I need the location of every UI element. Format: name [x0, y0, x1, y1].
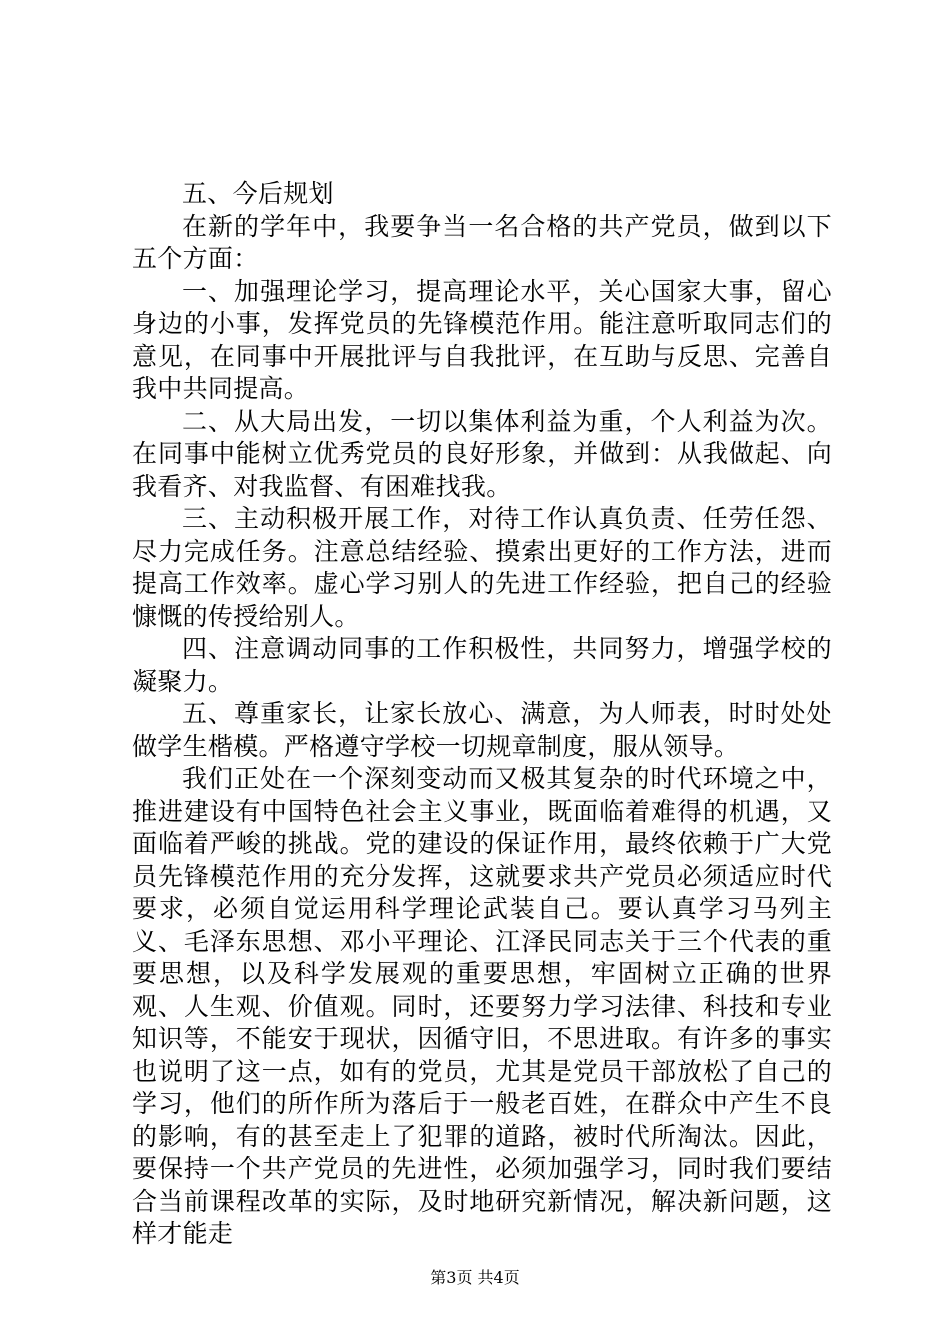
- paragraph-body: 我们正处在一个深刻变动而又极其复杂的时代环境之中，推进建设有中国特色社会主义事业，既面临着难得的机遇，又面临着严峻的挑战。党的建设的保证作用，最终依赖于广大党员先锋模范作用的充分发挥，这就要求共产党员必须适应时代要求，必须自觉运用科学理论武装自己。要认真学习马列主义、毛泽东思想、邓小平理论、江泽民同志关于三个代表的重要思想，以及科学发展观的重要思想，牢固树立正确的世界观、人生观、价值观。同时，还要努力学习法律、科技和专业知识等，不能安于现状，因循守旧，不思进取。有许多的事实也说明了这一点，如有的党员，尤其是党员干部放松了自己的学习，他们的所作所为落后于一般老百姓，在群众中产生不良的影响，有的甚至走上了犯罪的道路，被时代所淘汰。因此，要保持一个共产党员的先进性，必须加强学习，同时我们要结合当前课程改革的实际，及时地研究新情况，解决新问题，这样才能走: [132, 764, 832, 1248]
- section-heading: 五、今后规划: [182, 179, 334, 208]
- paragraph-item-1: 一、加强理论学习，提高理论水平，关心国家大事，留心身边的小事，发挥党员的先锋模范作用。能注意听取同志们的意见，在同事中开展批评与自我批评，在互助与反思、完善自我中共同提高。: [132, 276, 832, 403]
- paragraph-item-4: 四、注意调动同事的工作积极性，共同努力，增强学校的凝聚力。: [132, 634, 832, 696]
- paragraph-intro: 在新的学年中，我要争当一名合格的共产党员，做到以下五个方面：: [132, 211, 832, 273]
- paragraph-item-2: 二、从大局出发，一切以集体利益为重，个人利益为次。在同事中能树立优秀党员的良好形象，并做到：从我做起、向我看齐、对我监督、有困难找我。: [132, 406, 832, 501]
- page-footer: 第3页 共4页: [430, 1268, 520, 1287]
- document-body: [132, 178, 832, 1251]
- paragraph-item-3: 三、主动积极开展工作，对待工作认真负责、任劳任怨、尽力完成任务。注意总结经验、摸索出更好的工作方法，进而提高工作效率。虚心学习别人的先进工作经验，把自己的经验慷慨的传授给别人。: [132, 504, 832, 631]
- paragraph-item-5: 五、尊重家长，让家长放心、满意，为人师表，时时处处做学生楷模。严格遵守学校一切规章制度，服从领导。: [132, 699, 832, 761]
